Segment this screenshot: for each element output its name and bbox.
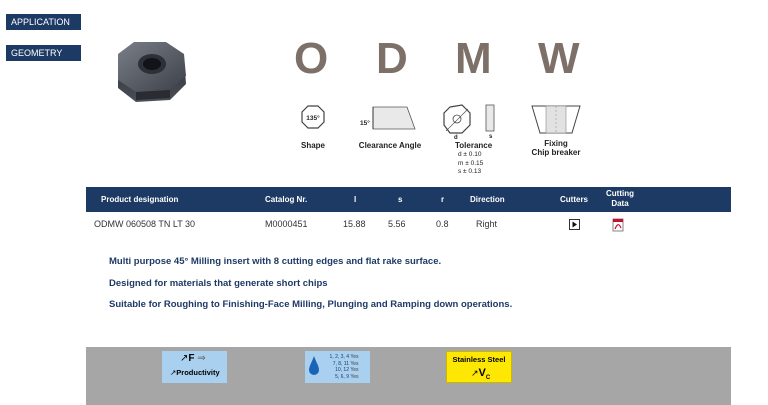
col-catalog: Catalog Nr. [265, 195, 308, 204]
tolerance-feature [440, 103, 506, 150]
productivity-bottom: ↗Productivity [170, 368, 220, 377]
cutting-speed-subscript: C [485, 375, 491, 382]
productivity-f-label: F [188, 353, 195, 364]
fixing-feature [526, 103, 586, 157]
material-title: Stainless Steel [452, 355, 506, 364]
cutting-speed-symbol: $↗V_C$ [471, 367, 491, 382]
tolerance-value-d: d ± 0.10 [458, 151, 482, 158]
cell-direction: Right [476, 219, 498, 229]
col-cutting-data-line1: Cutting [606, 189, 634, 198]
product-table-header [86, 187, 731, 212]
tolerance-label: Tolerance [455, 141, 493, 150]
application-button[interactable]: APPLICATION [6, 14, 81, 30]
coolant-row: 10, 12 Yes [335, 367, 359, 373]
coolant-table [323, 354, 358, 380]
col-cutting-data-line2: Data [611, 199, 629, 208]
octagon-shape-icon [300, 103, 326, 133]
productivity-label: Productivity [176, 368, 220, 377]
col-l: l [354, 195, 357, 204]
svg-text:135°: 135° [306, 115, 320, 122]
code-letter-o: O [294, 34, 329, 83]
svg-text:d: d [454, 135, 458, 139]
cutting-speed-v: V [478, 367, 486, 379]
cell-catalog: M0000451 [265, 219, 308, 229]
svg-text:s: s [489, 134, 493, 139]
description-line-1: Multi purpose 45° Milling insert with 8 cutting edges and flat rake surface. [109, 256, 442, 267]
col-cutting-data [602, 187, 638, 214]
tolerance-icon [440, 103, 506, 139]
footer-panel [86, 347, 731, 405]
cutters-play-icon[interactable] [569, 219, 580, 230]
col-direction: Direction [470, 195, 505, 204]
col-product-designation: Product designation [101, 195, 179, 204]
description-line-3: Suitable for Roughing to Finishing-Face Milling, Plunging and Ramping down operations. [109, 299, 513, 310]
chip-breaker-icon [530, 103, 582, 137]
cell-designation: ODMW 060508 TN LT 30 [94, 219, 196, 229]
insert-image [106, 40, 198, 112]
clearance-label: Clearance Angle [358, 141, 422, 150]
coolant-badge [305, 351, 370, 383]
coolant-row: 1, 2, 3, 4 Yes [329, 354, 359, 360]
cell-s: 5.56 [388, 219, 406, 229]
coolant-row: 7, 8, 11 Yes [332, 360, 359, 367]
coolant-drop-icon [308, 355, 320, 377]
col-r: r [441, 195, 445, 204]
col-s: s [398, 195, 403, 204]
cell-l: 15.88 [343, 219, 366, 229]
clearance-angle-icon [359, 103, 421, 133]
geometry-button[interactable]: GEOMETRY [6, 45, 81, 61]
cell-r: 0.8 [436, 219, 449, 229]
shape-feature [290, 103, 336, 150]
tolerance-value-m: m ± 0.15 [458, 159, 484, 167]
tolerance-values [458, 151, 483, 177]
stainless-steel-badge [446, 351, 512, 383]
code-letter-d: D [376, 34, 408, 83]
productivity-top: ↗F ⇒ [180, 353, 206, 364]
col-cutters: Cutters [560, 195, 589, 204]
svg-text:15°: 15° [360, 120, 370, 127]
tolerance-value-s: s ± 0.13 [458, 168, 482, 175]
coolant-row: 5, 6, 9 Yes [335, 373, 359, 380]
productivity-badge [162, 351, 227, 383]
shape-label: Shape [300, 141, 325, 150]
code-letter-m: M [455, 34, 492, 83]
code-letter-w: W [538, 34, 580, 83]
clearance-feature [355, 103, 425, 150]
fixing-label: Fixing [544, 139, 568, 148]
chip-breaker-label: Chip breaker [531, 148, 581, 157]
cutting-data-pdf-icon[interactable] [612, 218, 625, 232]
description-line-2: Designed for materials that generate short chips [109, 278, 328, 289]
